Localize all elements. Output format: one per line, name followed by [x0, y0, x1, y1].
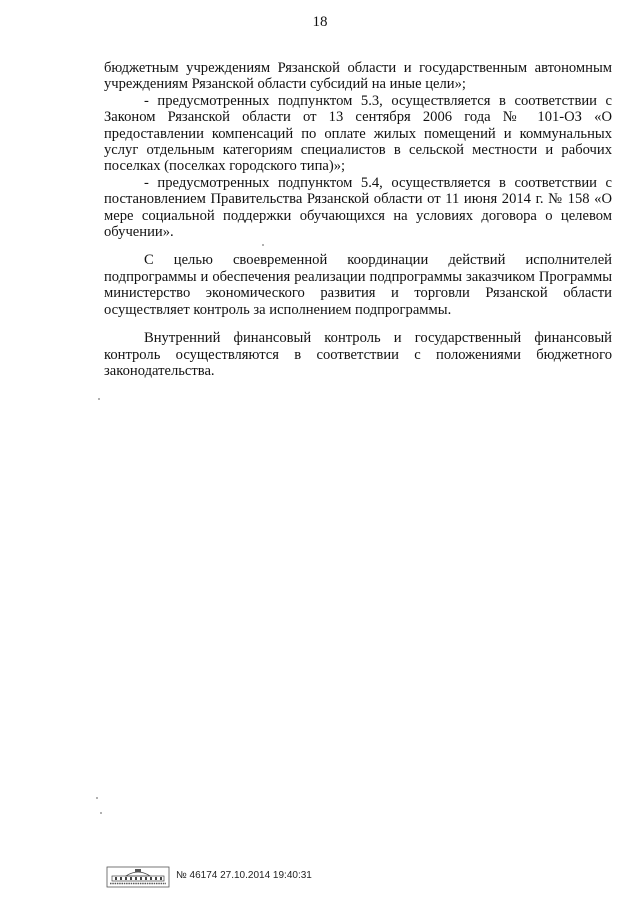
- page-number: 18: [312, 14, 328, 30]
- registration-stamp: [106, 866, 386, 888]
- paragraph-coordination: С целью своевременной координации действий исполнителей подпрограммы и обеспечения реализации подпрограммы заказчиком Программы министерство экономического развития и торговли Рязанской области осуществляет контроль за исполнением подпрограммы.: [104, 252, 612, 318]
- document-stamp-text: № 46174 27.10.2014 19:40:31: [176, 870, 312, 881]
- paragraph-subsidy-5-4: - предусмотренных подпунктом 5.4, осуществляется в соответствии с постановлением Правительства Рязанской области от 11 июня 2014 г. № 158 «О мере социальной поддержки обучающихся на условиях договора о целевом обучении».: [104, 174, 612, 241]
- paragraph-continuation: бюджетным учреждениям Рязанской области и государственным автономным учреждениям Рязанской области субсидий на иные цели»;: [104, 60, 612, 93]
- paragraph-subsidy-5-3: - предусмотренных подпунктом 5.3, осуществляется в соответствии с Законом Рязанской области от 13 сентября 2006 года № 101-ОЗ «О предоставлении компенсаций по оплате жилых помещений и коммунальных услуг отдельным категориям специалистов в сельской местности и рабочих поселках (поселках городского типа)»;: [104, 92, 612, 175]
- document-body: [104, 60, 612, 379]
- paragraph-financial-control: Внутренний финансовый контроль и государственный финансовый контроль осуществляются в соответствии с положениями бюджетного законодательства.: [104, 330, 612, 379]
- government-building-icon: [106, 866, 170, 888]
